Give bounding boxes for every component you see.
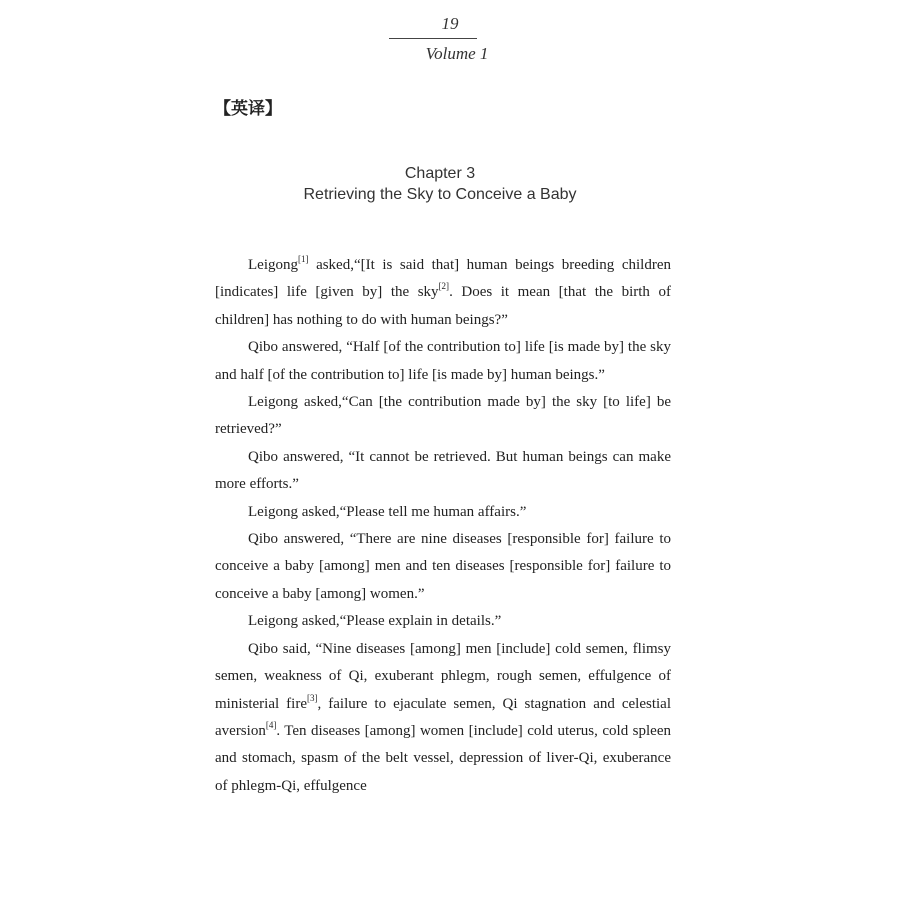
paragraph: Leigong asked,“Please explain in details.”	[248, 613, 502, 630]
chapter-number: Chapter 3	[404, 165, 476, 182]
paragraph-text: Leigong	[248, 257, 298, 273]
paragraph-text: . Does it mean [that the birth of children] has nothing to do with human beings?”	[215, 284, 671, 328]
page-number: 19	[441, 14, 459, 33]
paragraph-text: Qibo said, “Nine diseases [among] men [include] cold semen, flimsy semen, weakness of Qi, exuberant phlegm, rough semen, effulgence of ministerial fire	[215, 640, 671, 712]
paragraph: Leigong asked,“Can [the contribution made by] the sky [to life] be retrieved?”	[215, 394, 671, 438]
section-label: 【英译】	[214, 99, 282, 119]
header-rule	[389, 38, 477, 39]
paragraph-text: . Ten diseases [among] women [include] cold uterus, cold spleen and stomach, spasm of the belt vessel, depression of liver-Qi, exuberance of phlegm-Qi, effulgence	[215, 722, 671, 794]
paragraph	[215, 636, 671, 800]
paragraph	[215, 252, 671, 334]
footnote-ref: [4]	[265, 719, 277, 730]
paragraph-text: asked,“[It is said that] human beings breeding children [indicates] life [given by] the sky	[215, 257, 671, 301]
chapter-title: Retrieving the Sky to Conceive a Baby	[303, 186, 577, 203]
paragraph: Qibo answered, “Half [of the contribution to] life [is made by] the sky and half [of the contribution to] life [is made by] human beings.”	[215, 339, 671, 383]
paragraph: Qibo answered, “It cannot be retrieved. But human beings can make more efforts.”	[215, 448, 671, 493]
footnote-ref: [2]	[438, 281, 450, 292]
footnote-ref: [1]	[298, 254, 309, 264]
paragraph: Qibo answered, “There are nine diseases [responsible for] failure to conceive a baby [among] men and ten diseases [responsible for] failure to conceive a baby [among] women.”	[215, 531, 671, 602]
volume-label: Volume 1	[425, 44, 489, 63]
body-text	[215, 252, 671, 800]
footnote-ref: [3]	[307, 692, 318, 703]
paragraph-text: , failure to ejaculate semen, Qi stagnation and celestial aversion	[215, 695, 672, 739]
paragraph: Leigong asked,“Please tell me human affairs.”	[248, 503, 527, 520]
